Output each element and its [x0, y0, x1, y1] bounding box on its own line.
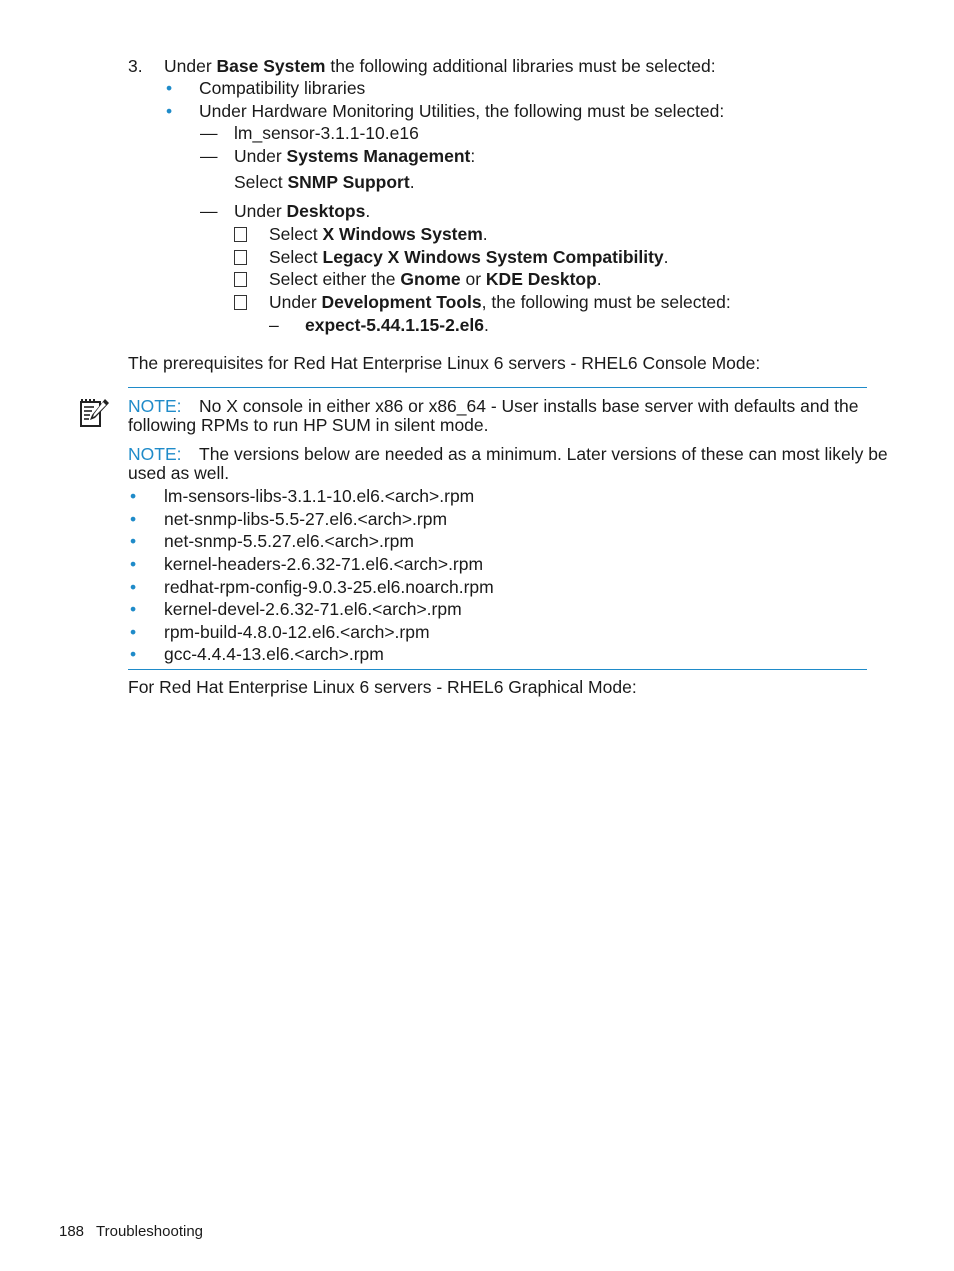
bullet: •	[166, 78, 173, 98]
page-number: 188	[59, 1223, 85, 1240]
list-item: gcc-4.4.4-13.el6.<arch>.rpm	[164, 644, 384, 664]
bullet: •	[130, 577, 137, 597]
bullet: •	[130, 644, 137, 664]
step3-intro: Under Base System the following additional libraries must be selected:	[164, 56, 716, 76]
en-dash: –	[269, 315, 279, 335]
under-development-tools: Under Development Tools, the following must be selected:	[269, 292, 731, 312]
note-pencil-icon	[78, 397, 110, 429]
list-item: lm-sensors-libs-3.1.1-10.el6.<arch>.rpm	[164, 486, 475, 506]
bullet-compat-libraries: Compatibility libraries	[199, 78, 366, 98]
note2-line2: used as well.	[128, 463, 230, 483]
graphical-mode-heading: For Red Hat Enterprise Linux 6 servers - RHEL6 Graphical Mode:	[128, 677, 637, 697]
note1-line1: No X console in either x86 or x86_64 - User installs base server with defaults and the	[199, 396, 859, 416]
select-gnome-kde: Select either the Gnome or KDE Desktop.	[269, 269, 602, 289]
bullet: •	[130, 622, 137, 642]
bullet: •	[130, 486, 137, 506]
dash: —	[200, 146, 218, 166]
note-top-rule	[128, 387, 867, 388]
select-x-windows: Select X Windows System.	[269, 224, 488, 244]
list-item: net-snmp-5.5.27.el6.<arch>.rpm	[164, 531, 414, 551]
bullet-hardware-monitoring: Under Hardware Monitoring Utilities, the following must be selected:	[199, 101, 725, 121]
note-bottom-rule	[128, 669, 867, 670]
empty-box-icon	[234, 227, 247, 242]
empty-box-icon	[234, 272, 247, 287]
select-snmp-support: Select SNMP Support.	[234, 172, 415, 192]
empty-box-icon	[234, 250, 247, 265]
note-label: NOTE:	[128, 444, 182, 464]
footer-section-title: Troubleshooting	[96, 1223, 204, 1240]
list-item: kernel-headers-2.6.32-71.el6.<arch>.rpm	[164, 554, 484, 574]
empty-box-icon	[234, 295, 247, 310]
list-item: net-snmp-libs-5.5-27.el6.<arch>.rpm	[164, 509, 448, 529]
sub-desktops: Under Desktops.	[234, 201, 371, 221]
list-item: rpm-build-4.8.0-12.el6.<arch>.rpm	[164, 622, 430, 642]
list-item: redhat-rpm-config-9.0.3-25.el6.noarch.rpm	[164, 577, 494, 597]
bullet: •	[130, 531, 137, 551]
note-label: NOTE:	[128, 396, 182, 416]
list-item: kernel-devel-2.6.32-71.el6.<arch>.rpm	[164, 599, 462, 619]
select-legacy-x-windows: Select Legacy X Windows System Compatibility.	[269, 247, 669, 267]
bullet: •	[130, 599, 137, 619]
sub-lm-sensor: lm_sensor-3.1.1-10.e16	[234, 123, 419, 143]
console-mode-heading: The prerequisites for Red Hat Enterprise Linux 6 servers - RHEL6 Console Mode:	[128, 353, 761, 373]
bullet: •	[130, 554, 137, 574]
bullet: •	[130, 509, 137, 529]
note2-line1: The versions below are needed as a minimum. Later versions of these can most likely be	[199, 444, 888, 464]
bullet: •	[166, 101, 173, 121]
note1-line2: following RPMs to run HP SUM in silent mode.	[128, 415, 489, 435]
sub-systems-management: Under Systems Management:	[234, 146, 476, 166]
dash: —	[200, 201, 218, 221]
dash: —	[200, 123, 218, 143]
step-number: 3.	[128, 56, 143, 76]
expect-package: expect-5.44.1.15-2.el6.	[305, 315, 489, 335]
